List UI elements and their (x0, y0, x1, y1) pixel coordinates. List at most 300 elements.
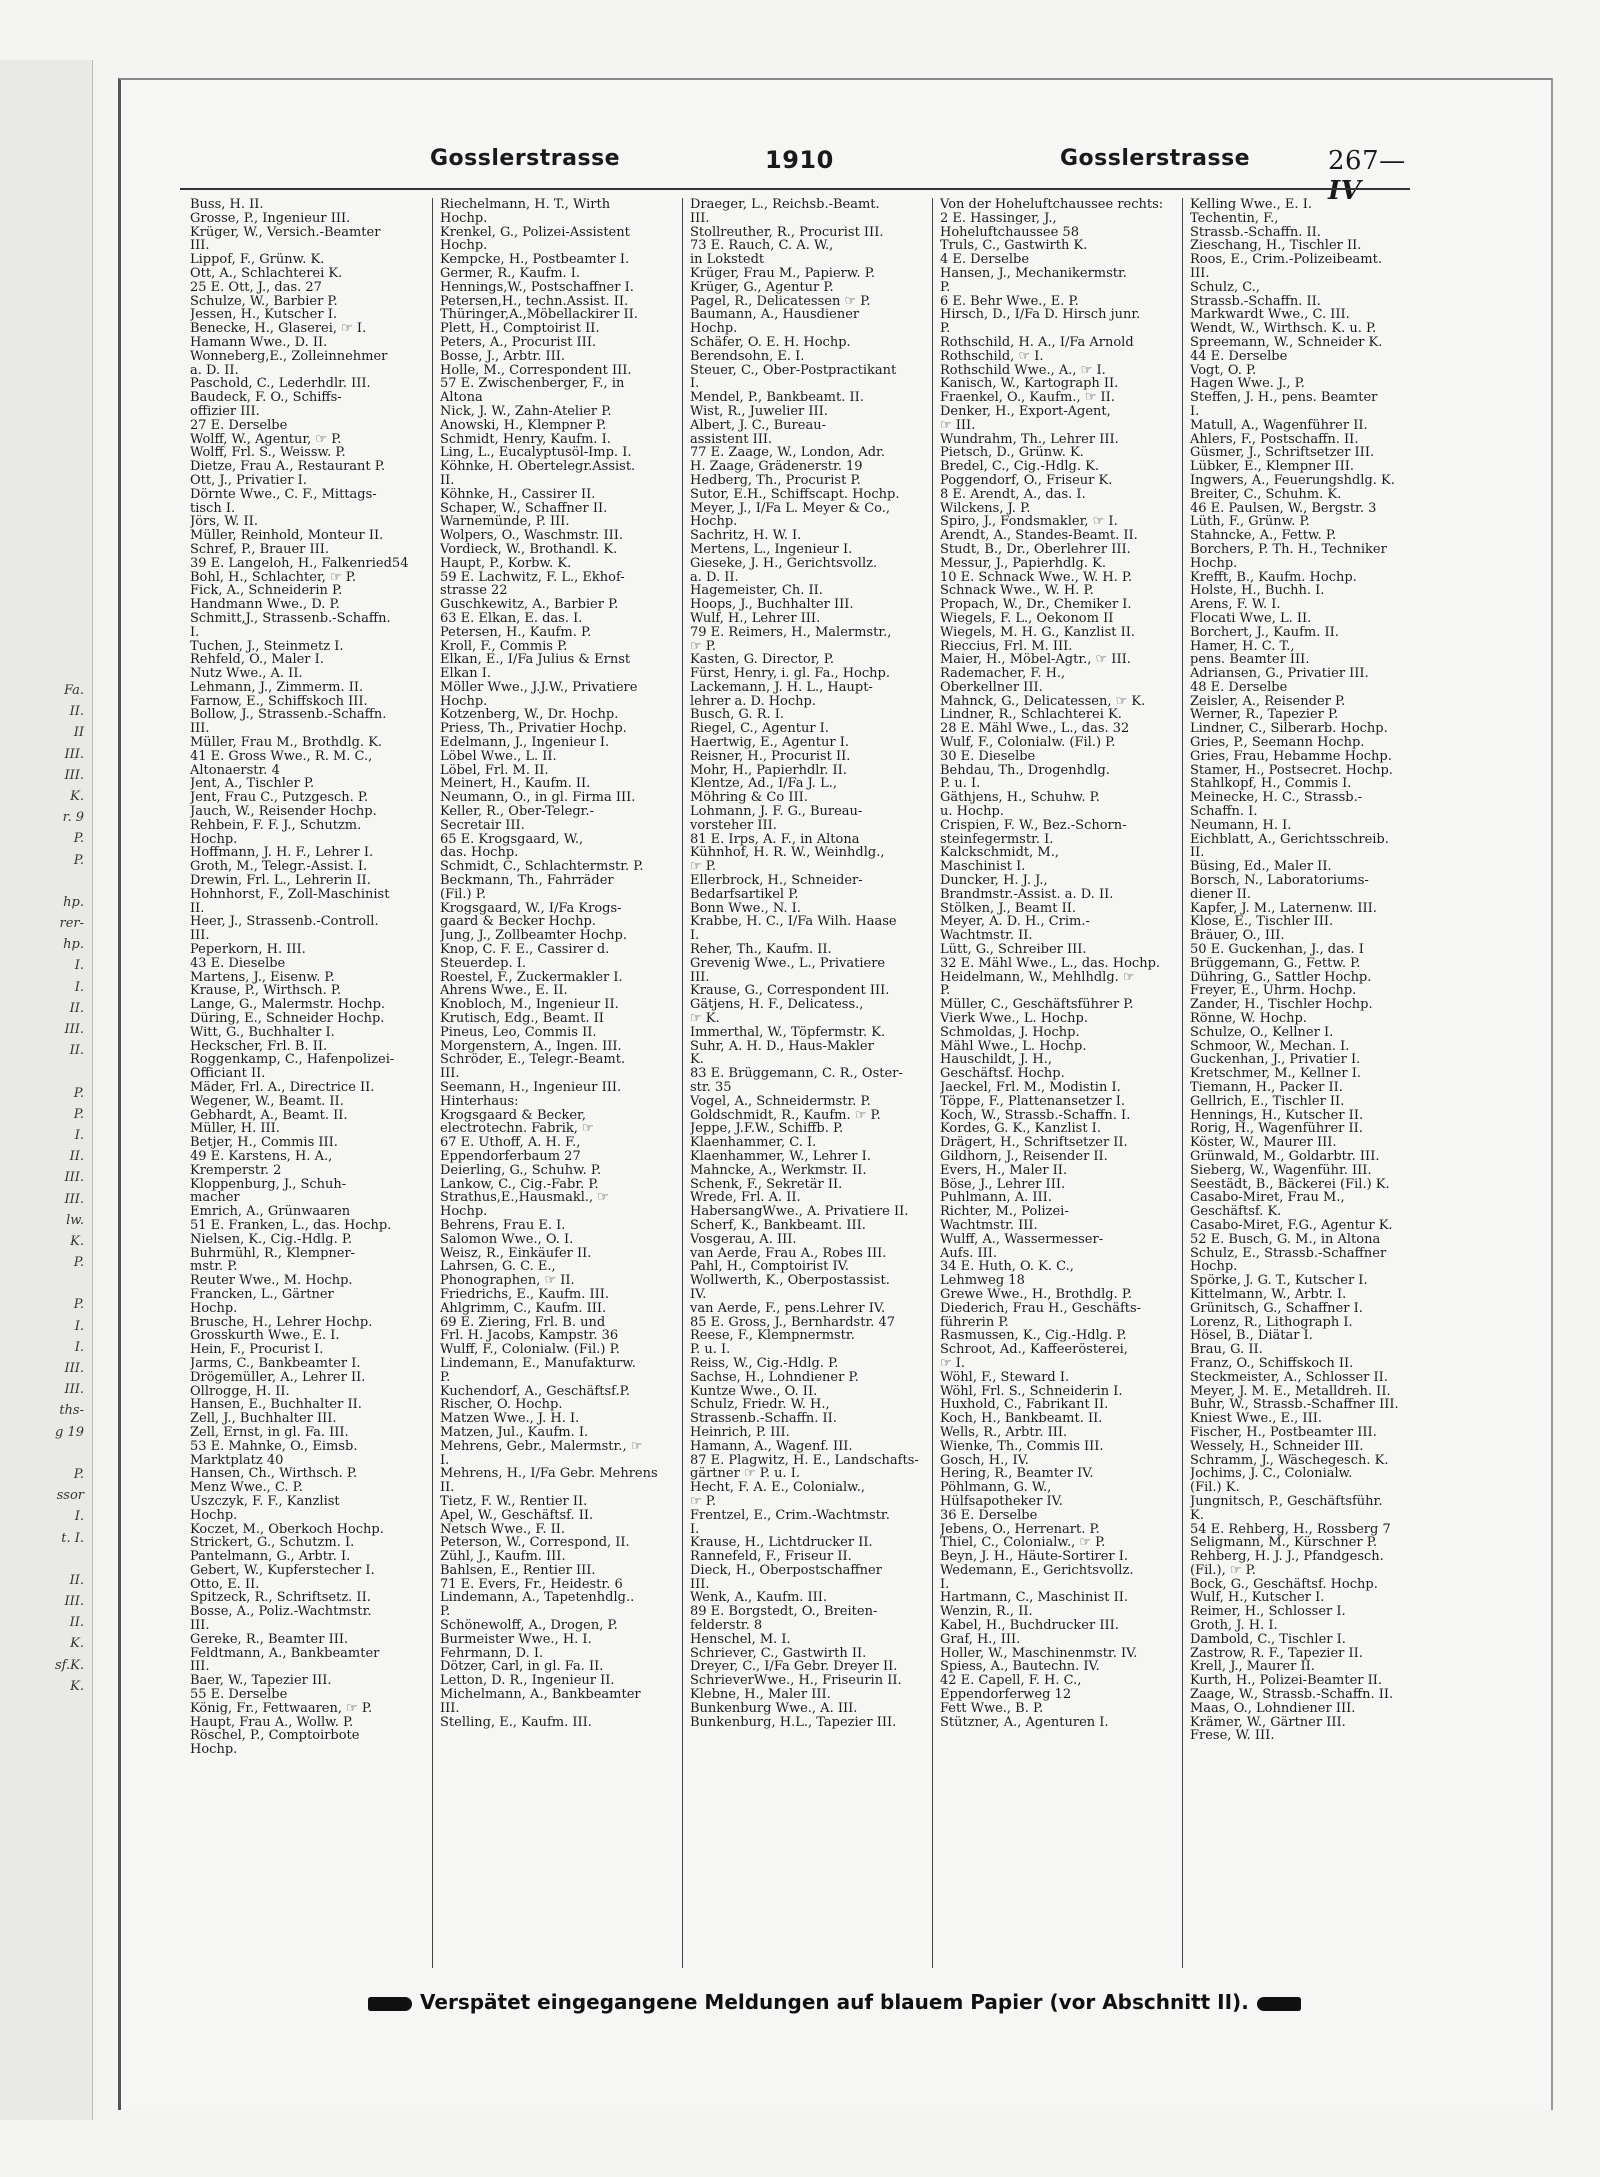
directory-entry: Brandmstr.-Assist. a. D. II. (940, 887, 1114, 902)
directory-entry: P. (940, 280, 951, 295)
directory-entry: Sachse, H., Lohndiener P. (690, 1370, 859, 1385)
directory-entry: Röschel, P., Comptoirbote (190, 1729, 360, 1744)
directory-entry: Löbel, Frl. M. II. (440, 763, 549, 778)
directory-entry: Altona (440, 391, 483, 405)
directory-entry: Wiegels, M. H. G., Kanzlist II. (940, 625, 1136, 640)
directory-entry: Düring, E., Schneider Hochp. (190, 1012, 385, 1026)
directory-entry: Hartmann, C., Maschinist II. (940, 1591, 1128, 1606)
directory-entry: Reiss, W., Cig.-Hdlg. P. (690, 1356, 839, 1371)
directory-entry: Dietze, Frau A., Restaurant P. (190, 460, 386, 474)
directory-entry: Borchers, P. Th. H., Techniker (1190, 542, 1387, 557)
directory-entry: Mahncke, A., Werkmstr. II. (690, 1163, 867, 1178)
directory-entry: II. (440, 473, 455, 488)
directory-entry: Grewe Wwe., H., Brothdlg. P. (940, 1287, 1133, 1302)
directory-entry: Wiegels, F. L., Oekonom II (940, 611, 1114, 626)
directory-entry: Jebens, O., Herrenart. P. (940, 1522, 1100, 1537)
directory-entry: Strathus,E.,Hausmakl., ☞ (440, 1191, 609, 1206)
previous-page-fragment: g 19 (55, 1424, 84, 1440)
directory-entry: Benecke, H., Glaserei, ☞ I. (190, 322, 367, 336)
directory-entry: III. (190, 1619, 210, 1633)
directory-entry: Officiant II. (190, 1067, 266, 1081)
directory-entry: Arendt, A., Standes-Beamt. II. (940, 529, 1138, 543)
directory-entry: Heckscher, Frl. B. II. (190, 1039, 328, 1054)
directory-entry: Stollreuther, R., Procurist III. (690, 225, 884, 240)
directory-entry: Buhr, W., Strassb.-Schaffner III. (1190, 1398, 1399, 1413)
directory-entry: a. D. II. (690, 570, 739, 585)
previous-page-fragment: II. (69, 1149, 84, 1165)
directory-entry: Lütt, G., Schreiber III. (940, 943, 1087, 957)
directory-entry: Zaage, W., Strassb.-Schaffn. II. (1190, 1688, 1394, 1702)
directory-entry: Hedberg, Th., Procurist P. (690, 473, 861, 488)
directory-entry: Lüth, F., Grünw. P. (1190, 515, 1310, 530)
directory-entry: Schönewolff, A., Drogen, P. (440, 1619, 618, 1633)
previous-page-fragment: III. (64, 1022, 84, 1037)
directory-entry: lehrer a. D. Hochp. (690, 694, 816, 709)
directory-entry: 69 E. Ziering, Frl. B. und (440, 1315, 606, 1330)
previous-page-edge (0, 60, 93, 2120)
directory-entry: Klose, E., Tischler III. (1190, 915, 1334, 930)
directory-entry: Ingwers, A., Feuerungshdlg. K. (1190, 473, 1395, 488)
directory-entry: Hauschildt, J. H., (940, 1053, 1052, 1068)
directory-entry: Schmoor, W., Mechan. I. (1190, 1039, 1350, 1054)
header-page-number (1328, 146, 1410, 206)
directory-entry: Lackemann, J. H. L., Haupt- (690, 680, 873, 695)
directory-entry: Reimer, H., Schlosser I. (1190, 1605, 1346, 1620)
directory-entry: 32 E. Mähl Wwe., L., das. Hochp. (940, 956, 1161, 971)
directory-entry: Frentzel, E., Crim.-Wachtmstr. (690, 1508, 890, 1523)
directory-entry: Kniest Wwe., E., III. (1190, 1412, 1322, 1426)
directory-entry: Zell, J., Buchhalter III. (190, 1412, 337, 1426)
directory-entry: Schröder, E., Telegr.-Beamt. (440, 1053, 626, 1068)
directory-entry: Hirsch, D., I/Fa D. Hirsch junr. (940, 308, 1141, 323)
directory-entry: Gries, Frau, Hebamme Hochp. (1190, 749, 1392, 764)
directory-entry: Krogsgaard, W., I/Fa Krogs- (440, 901, 622, 916)
directory-entry: Köhnke, H. Obertelegr.Assist. (440, 460, 636, 474)
previous-page-fragment (4, 1549, 84, 1570)
directory-entry: III. (440, 1067, 460, 1081)
directory-entry: Phonographen, ☞ II. (440, 1274, 575, 1288)
directory-entry: Neumann, O., in gl. Firma III. (440, 791, 636, 806)
directory-entry: 73 E. Rauch, C. A. W., (690, 239, 834, 254)
directory-entry: Stölken, J., Beamt II. (940, 901, 1077, 916)
directory-entry: Pahl, H., Comptoirist IV. (690, 1260, 849, 1275)
directory-entry: Grevenig Wwe., L., Privatiere (690, 956, 886, 971)
directory-entry: 54 E. Rehberg, H., Rossberg 7 (1190, 1522, 1391, 1537)
column-1 (190, 198, 424, 1968)
directory-entry: van Aerde, F., pens.Lehrer IV. (690, 1301, 886, 1316)
directory-entry: Kuntze Wwe., O. II. (690, 1384, 818, 1399)
directory-entry: Brusche, H., Lehrer Hochp. (190, 1315, 373, 1330)
directory-entry: 59 E. Lachwitz, F. L., Ekhof- (440, 570, 625, 585)
directory-entry: Krefft, B., Kaufm. Hochp. (1190, 570, 1357, 585)
directory-entry: mstr. P. (190, 1260, 238, 1275)
directory-entry: Koch, W., Strassb.-Schaffn. I. (940, 1108, 1131, 1123)
directory-entry: Wachtmstr. III. (940, 1218, 1038, 1233)
directory-entry: 44 E. Derselbe (1190, 349, 1288, 364)
directory-entry: 6 E. Behr Wwe., E. P. (940, 294, 1079, 309)
directory-entry: Haertwig, E., Agentur I. (690, 736, 849, 750)
directory-entry: 65 E. Krogsgaard, W., (440, 832, 584, 847)
directory-entry: Eppendorferweg 12 (940, 1688, 1072, 1702)
directory-entry: Apel, W., Geschäftsf. II. (440, 1508, 594, 1523)
directory-entry: 81 E. Irps, A. F., in Altona (690, 832, 860, 847)
directory-entry: strasse 22 (440, 584, 508, 599)
directory-entry: Heidelmann, W., Mehlhdlg. ☞ (940, 970, 1135, 985)
previous-page-fragment: P. (73, 1106, 84, 1122)
directory-entry: ☞ III. (940, 418, 976, 433)
directory-entry: Thüringer,A.,Möbellackirer II. (440, 308, 638, 323)
directory-entry: Peperkorn, H. III. (190, 943, 306, 957)
directory-entry: Haupt, Frau A., Wollw. P. (190, 1715, 354, 1730)
directory-entry: Maschinist I. (940, 860, 1026, 875)
directory-entry: Draeger, L., Reichsb.-Beamt. (690, 198, 880, 212)
directory-entry: Martens, J., Eisenw. P. (190, 970, 335, 985)
directory-entry: 48 E. Derselbe (1190, 680, 1288, 695)
directory-entry: Zühl, J., Kaufm. III. (440, 1550, 566, 1564)
directory-entry: Hochp. (440, 694, 488, 709)
previous-page-fragment: hp. (63, 894, 84, 910)
directory-entry: steinfegermstr. I. (940, 832, 1054, 847)
directory-entry: Crispien, F. W., Bez.-Schorn- (940, 818, 1127, 833)
directory-entry: 87 E. Plagwitz, H. E., Landschafts- (690, 1453, 919, 1468)
directory-entry: Reisner, H., Procurist II. (690, 749, 851, 764)
directory-entry: Wolpers, O., Waschmstr. III. (440, 529, 624, 543)
directory-entry: P. (940, 984, 951, 999)
directory-entry: Lindner, R., Schlachterei K. (940, 708, 1122, 723)
directory-entry: Hoheluftchaussee 58 (940, 225, 1079, 240)
directory-entry: Freyer, E., Uhrm. Hochp. (1190, 984, 1357, 999)
directory-entry: Bock, G., Geschäftsf. Hochp. (1190, 1577, 1378, 1592)
directory-entry: König, Fr., Fettwaaren, ☞ P. (190, 1701, 373, 1716)
directory-entry: Mehrens, H., I/Fa Gebr. Mehrens (440, 1467, 658, 1482)
directory-entry: 57 E. Zwischenberger, F., in (440, 377, 625, 392)
directory-entry: Tuchen, J., Steinmetz I. (190, 639, 344, 654)
column-5 (1190, 198, 1424, 1968)
directory-entry: Bollow, J., Strassenb.-Schaffn. (190, 708, 387, 723)
directory-entry: Evers, H., Maler II. (940, 1163, 1068, 1178)
previous-page-fragment: II (73, 725, 84, 741)
directory-entry: Kurth, H., Polizei-Beamter II. (1190, 1674, 1383, 1689)
directory-entry: Meinert, H., Kaufm. II. (440, 777, 591, 792)
directory-entry: Peterson, W., Correspond, II. (440, 1536, 630, 1551)
directory-entry: Böse, J., Lehrer III. (940, 1177, 1066, 1192)
directory-entry: Zander, H., Tischler Hochp. (1190, 998, 1373, 1013)
directory-entry: Henschel, M. I. (690, 1632, 791, 1647)
directory-entry: 51 E. Franken, L., das. Hochp. (190, 1218, 392, 1233)
directory-entry: Klaenhammer, W., Lehrer I. (690, 1149, 871, 1164)
directory-entry: Hochp. (440, 239, 488, 254)
directory-entry: Kühnhof, H. R. W., Weinhdlg., (690, 846, 885, 861)
directory-entry: Steuer, C., Ober-Postpractikant (690, 363, 897, 378)
directory-entry: a. D. II. (190, 363, 239, 378)
previous-page-fragment: P. (73, 852, 84, 868)
directory-entry: I. (1190, 404, 1200, 419)
directory-entry: Friedrichs, E., Kaufm. III. (440, 1287, 610, 1302)
header-rule (180, 188, 1410, 190)
directory-entry: Denker, H., Export-Agent, (940, 404, 1111, 419)
directory-entry: Bonn Wwe., N. I. (690, 901, 801, 916)
directory-entry: Deierling, G., Schuhw. P. (440, 1163, 602, 1178)
directory-entry: Jörs, W. II. (190, 515, 258, 530)
directory-entry: Poggendorf, O., Friseur K. (940, 473, 1113, 488)
directory-entry: Grosskurth Wwe., E. I. (190, 1329, 340, 1344)
directory-entry: Steuerdep. I. (440, 956, 526, 971)
directory-entry: Lehmann, J., Zimmerm. II. (190, 680, 364, 695)
directory-entry: Wulf, F., Colonialw. (Fil.) P. (940, 736, 1116, 750)
directory-entry: III. (1190, 266, 1210, 281)
directory-entry: Gebert, W., Kupferstecher I. (190, 1563, 375, 1578)
directory-entry: Wonneberg,E., Zolleinnehmer (190, 349, 388, 364)
directory-entry: Feldtmann, A., Bankbeamter (190, 1646, 380, 1661)
directory-entry: ☞ P. (690, 860, 717, 875)
previous-page-fragment: III. (64, 746, 84, 762)
directory-entry: Ellerbrock, H., Schneider- (690, 874, 863, 888)
directory-entry: Rönne, W. Hochp. (1190, 1012, 1307, 1026)
previous-page-fragment: I. (74, 1318, 84, 1334)
directory-entry: Krogsgaard & Becker, (440, 1108, 586, 1123)
directory-entry: offizier III. (190, 404, 260, 419)
previous-page-fragment: ssor (56, 1488, 84, 1504)
previous-page-fragment: I. (74, 1509, 84, 1525)
directory-entry: Krell, J., Maurer II. (1190, 1660, 1315, 1675)
directory-entry: Hein, F., Procurist I. (190, 1343, 324, 1357)
directory-entry: Koch, H., Bankbeamt. II. (940, 1412, 1103, 1426)
directory-entry: van Aerde, Frau A., Robes III. (690, 1246, 887, 1261)
directory-entry: SchrieverWwe., H., Friseurin II. (690, 1674, 902, 1689)
directory-entry: Groth, J. H. I. (1190, 1619, 1278, 1633)
directory-entry: Wessely, H., Schneider III. (1190, 1439, 1364, 1454)
directory-entry: Zieschang, H., Tischler II. (1190, 239, 1362, 254)
directory-entry: Maas, O., Lohndiener III. (1190, 1701, 1356, 1716)
directory-entry: Strickert, G., Schutzm. I. (190, 1536, 355, 1551)
directory-entry: Krause, H., Lichtdrucker II. (690, 1536, 873, 1551)
directory-entry: Casabo-Miret, F.G., Agentur K. (1190, 1218, 1393, 1233)
directory-entry: gärtner ☞ P. u. I. (690, 1467, 800, 1482)
directory-entry: Drewin, Frl. L., Lehrerin II. (190, 874, 371, 888)
directory-entry: Kalckschmidt, M., (940, 846, 1059, 861)
directory-entry: Rademacher, F. H., (940, 667, 1066, 681)
directory-entry: pens. Beamter III. (1190, 653, 1310, 668)
directory-entry: Wöhl, F., Steward I. (940, 1370, 1070, 1385)
directory-entry: Rasmussen, K., Cig.-Hdlg. P. (940, 1329, 1127, 1344)
directory-entry: Morgenstern, A., Ingen. III. (440, 1039, 622, 1054)
directory-entry: Wundrahm, Th., Lehrer III. (940, 432, 1119, 447)
directory-entry: Spörke, J. G. T., Kutscher I. (1190, 1274, 1368, 1288)
directory-entry: Wells, R., Arbtr. III. (940, 1425, 1068, 1440)
directory-entry: 49 E. Karstens, H. A., (190, 1149, 333, 1164)
page-section: IV (1328, 176, 1362, 206)
directory-entry: Hamann, A., Wagenf. III. (690, 1439, 853, 1454)
directory-entry: Krüger, W., Versich.-Beamter (190, 225, 381, 240)
directory-entry: Breiter, C., Schuhm. K. (1190, 487, 1342, 502)
directory-entry: Marktplatz 40 (190, 1453, 284, 1468)
directory-entry: Hering, R., Beamter IV. (940, 1467, 1094, 1482)
directory-entry: Reuter Wwe., M. Hochp. (190, 1274, 353, 1288)
directory-entry: Kretschmer, M., Kellner I. (1190, 1067, 1361, 1081)
directory-entry: Hösel, B., Diätar I. (1190, 1329, 1313, 1344)
directory-entry: Rehberg, H. J. J., Pfandgesch. (1190, 1550, 1384, 1564)
directory-entry: Dieck, H., Oberpostschaffner (690, 1563, 882, 1578)
directory-entry: Kittelmann, W., Arbtr. I. (1190, 1287, 1347, 1302)
previous-page-fragments (4, 680, 84, 1697)
directory-entry: III. (190, 929, 210, 944)
previous-page-fragment: ths- (59, 1403, 84, 1419)
directory-entry: str. 35 (690, 1081, 732, 1095)
directory-entry: Schulze, W., Barbier P. (190, 294, 338, 309)
directory-entry: Strassenb.-Schaffn. II. (690, 1412, 837, 1426)
directory-entry: Mäder, Frl. A., Directrice II. (190, 1081, 375, 1095)
directory-entry: Jessen, H., Kutscher I. (190, 308, 337, 323)
directory-entry: Guschkewitz, A., Barbier P. (440, 598, 619, 612)
directory-entry: 25 E. Ott, J., das. 27 (190, 280, 322, 295)
directory-entry: Suhr, A. H. D., Haus-Makler (690, 1039, 874, 1054)
directory-entry: Hochp. (1190, 556, 1238, 571)
previous-page-fragment: II. (69, 1572, 84, 1588)
directory-entry: Lehmweg 18 (940, 1274, 1025, 1288)
directory-entry: Schnack Wwe., W. H. P. (940, 584, 1094, 599)
directory-entry: Müller, C., Geschäftsführer P. (940, 998, 1134, 1013)
directory-entry: Lübker, E., Klempner III. (1190, 460, 1354, 474)
directory-entry: Kasten, G. Director, P. (690, 653, 834, 668)
directory-entry: Wrede, Frl. A. II. (690, 1191, 801, 1206)
header-street-left: Gosslerstrasse (430, 146, 621, 171)
previous-page-fragment (4, 1061, 84, 1082)
directory-entry: Beyn, J. H., Häute-Sortirer I. (940, 1550, 1129, 1564)
directory-entry: Burmeister Wwe., H. I. (440, 1632, 592, 1647)
directory-entry: Arens, F. W. I. (1190, 598, 1281, 612)
directory-entry: Werner, R., Tapezier P. (1190, 708, 1339, 723)
directory-entry: Warnemünde, P. III. (440, 515, 570, 530)
directory-entry: Hansen, J., Mechanikermstr. (940, 266, 1127, 281)
directory-entry: Steckmeister, A., Schlosser II. (1190, 1370, 1388, 1385)
directory-entry: Rothschild Wwe., A., ☞ I. (940, 363, 1106, 378)
directory-entry: führerin P. (940, 1315, 1009, 1330)
directory-entry: u. Hochp. (940, 805, 1004, 819)
header-year: 1910 (765, 146, 834, 174)
directory-entry: 41 E. Gross Wwe., R. M. C., (190, 749, 373, 764)
directory-entry: Buhrmühl, R., Klempner- (190, 1246, 356, 1261)
directory-entry: Bunkenburg Wwe., A. III. (690, 1701, 858, 1716)
directory-entry: Borchert, J., Kaufm. II. (1190, 625, 1339, 640)
column-divider (432, 198, 433, 1968)
directory-entry: Ahlgrimm, C., Kaufm. III. (440, 1301, 607, 1316)
directory-entry: Pietsch, D., Grünw. K. (940, 446, 1084, 461)
directory-entry: Pineus, Leo, Commis II. (440, 1025, 597, 1040)
directory-entry: 39 E. Langeloh, H., Falkenried54 (190, 556, 409, 571)
directory-entry: Schulze, O., Kellner I. (1190, 1025, 1334, 1040)
directory-entry: Wenk, A., Kaufm. III. (690, 1591, 828, 1606)
directory-entry: 43 E. Dieselbe (190, 956, 286, 971)
directory-entry: Lahrsen, G. C. E., (440, 1260, 556, 1275)
directory-entry: Mendel, P., Bankbeamt. II. (690, 391, 864, 405)
directory-entry: Petersen, H., Kaufm. P. (440, 625, 592, 640)
directory-entry: Von der Hoheluftchaussee rechts: (940, 198, 1164, 212)
directory-entry: Elkan I. (440, 667, 492, 681)
directory-entry: Wenzin, R., II. (940, 1605, 1033, 1620)
directory-entry: Grosse, P., Ingenieur III. (190, 211, 351, 226)
directory-entry: Germer, R., Kaufm. I. (440, 266, 581, 281)
directory-entry: 27 E. Derselbe (190, 418, 288, 433)
directory-entry: Sieberg, W., Wagenführ. III. (1190, 1163, 1372, 1178)
directory-entry: 71 E. Evers, Fr., Heidestr. 6 (440, 1577, 623, 1592)
directory-entry: macher (190, 1191, 240, 1206)
directory-entry: Rothschild, H. A., I/Fa Arnold (940, 335, 1134, 350)
directory-entry: Edelmann, J., Ingenieur I. (440, 736, 610, 750)
directory-entry: Holler, W., Maschinenmstr. IV. (940, 1646, 1138, 1661)
directory-entry: Flocati Wwe, L. II. (1190, 611, 1312, 626)
directory-entry: Michelmann, A., Bankbeamter (440, 1688, 641, 1702)
previous-page-fragment: P. (73, 1085, 84, 1101)
previous-page-fragment: II. (69, 1000, 84, 1016)
directory-entry: Köhnke, H., Cassirer II. (440, 487, 596, 502)
directory-entry: Rischer, O. Hochp. (440, 1398, 563, 1413)
directory-entry: Kordes, G. K., Kanzlist I. (940, 1122, 1101, 1137)
directory-entry: Rehfeld, O., Maler I. (190, 653, 324, 668)
directory-entry: Plett, H., Comptoirist II. (440, 322, 600, 336)
directory-entry: Wist, R., Juwelier III. (690, 404, 828, 419)
directory-entry: Wulff, A., Wassermesser- (940, 1232, 1104, 1247)
directory-entry: Casabo-Miret, Frau M., (1190, 1191, 1345, 1206)
directory-entry: Hagemeister, Ch. II. (690, 584, 823, 599)
directory-entry: 53 E. Mahnke, O., Eimsb. (190, 1439, 358, 1454)
directory-entry: 50 E. Guckenhan, J., das. I (1190, 943, 1364, 957)
directory-entry: (Fil.), ☞ P. (1190, 1563, 1256, 1578)
directory-entry: Truls, C., Gastwirth K. (940, 239, 1088, 254)
directory-entry: Vogt, O. P. (1190, 363, 1257, 378)
previous-page-fragment: t. I. (61, 1530, 84, 1546)
directory-entry: Knop, C. F. E., Cassirer d. (440, 943, 610, 957)
directory-entry: Eppendorferbaum 27 (440, 1149, 581, 1164)
directory-entry: 10 E. Schnack Wwe., W. H. P. (940, 570, 1133, 585)
directory-entry: Lohmann, J. F. G., Bureau- (690, 805, 863, 819)
directory-entry: Schenk, F., Sekretär II. (690, 1177, 843, 1192)
directory-entry: I. (940, 1577, 950, 1592)
directory-entry: IV. (690, 1287, 707, 1302)
footer-notice (360, 1990, 1260, 2026)
previous-page-fragment (4, 1443, 84, 1464)
directory-entry: Anowski, H., Klempner P. (440, 418, 607, 433)
directory-entry: Fraenkel, O., Kaufm., ☞ II. (940, 391, 1115, 405)
directory-entry: Gosch, H., IV. (940, 1453, 1029, 1468)
directory-entry: Guckenhan, J., Privatier I. (1190, 1053, 1361, 1068)
column-2 (440, 198, 674, 1968)
directory-entry: I. (190, 625, 200, 640)
directory-entry: Wienke, Th., Commis III. (940, 1439, 1104, 1454)
directory-entry: Hoffmann, J. H. F., Lehrer I. (190, 846, 374, 861)
directory-entry: P. u. I. (940, 777, 981, 792)
directory-entry: Busch, G. R. I. (690, 708, 785, 723)
directory-entry: Hoops, J., Buchhalter III. (690, 598, 854, 612)
directory-entry: Riechelmann, H. T., Wirth (440, 198, 611, 212)
previous-page-fragment: lw. (66, 1212, 84, 1228)
directory-entry: Schriever, C., Gastwirth II. (690, 1646, 867, 1661)
directory-entry: II. (190, 901, 205, 916)
directory-entry: Letton, D. R., Ingenieur II. (440, 1674, 615, 1689)
directory-entry: Bosse, A., Poliz.-Wachtmstr. (190, 1605, 372, 1620)
directory-entry: Dötzer, Carl, in gl. Fa. II. (440, 1660, 604, 1675)
directory-entry: Ott, J., Privatier I. (190, 473, 307, 488)
directory-entry: 55 E. Derselbe (190, 1688, 288, 1702)
directory-entry: Kelling Wwe., E. I. (1190, 198, 1312, 212)
directory-entry: Geschäftsf. K. (1190, 1205, 1282, 1219)
directory-entry: Wulff, F., Colonialw. (Fil.) P. (440, 1343, 620, 1357)
directory-entry: Schroot, Ad., Kaffeerösterei, (940, 1343, 1128, 1357)
directory-entry: Gebhardt, A., Beamt. II. (190, 1108, 348, 1123)
directory-entry: Wolff, Frl. S., Weissw. P. (190, 446, 346, 461)
directory-entry: Dreyer, C., I/Fa Gebr. Dreyer II. (690, 1660, 898, 1675)
directory-entry: Güsmer, J., Schriftsetzer III. (1190, 446, 1375, 461)
directory-entry: Thiel, C., Colonialw., ☞ P. (940, 1536, 1106, 1551)
